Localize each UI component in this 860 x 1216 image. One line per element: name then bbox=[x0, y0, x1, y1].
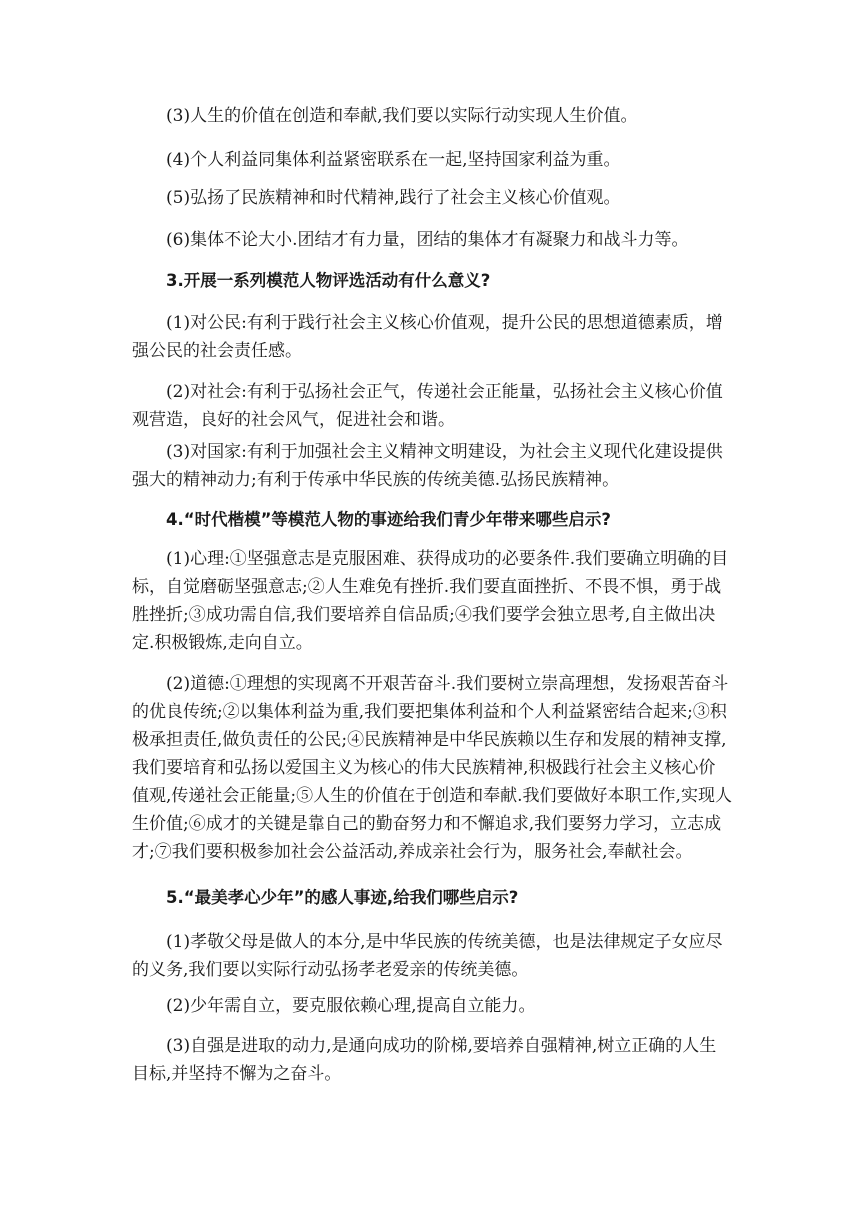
heading-question-3: 3.开展一系列模范人物评选活动有什么意义? bbox=[166, 271, 491, 290]
paragraph-society-significance: (2)对社会:有利于弘扬社会正气，传递社会正能量，弘扬社会主义核心价值观营造，良好的社会风气，促进社会和谐。 bbox=[132, 382, 723, 430]
paragraph-self-reliance: (2)少年需自立，要克服依赖心理,提高自立能力。 bbox=[166, 996, 536, 1016]
paragraph-morality: (2)道德:①理想的实现离不开艰苦奋斗.我们要树立崇高理想，发扬艰苦奋斗的优良传统;②以集体利益为重,我们要把集体利益和个人利益紧密结合起来;③积极承担责任,做负责任的公民;④民族精神是中华民族赖以生存和发展的精神支撑,我们要培育和弘扬以爱国主义为核心的伟大民族精神,积极践行社会主义核心价值观,传递社会正能量;⑤人生的价值在于创造和奉献.我们要做好本职工作,实现人生价值;⑥成才的关键是靠自己的勤奋努力和不懈追求,我们要努力学习，立志成才;⑦我们要积极参加社会公益活动,养成亲社会行为，服务社会,奉献社会。 bbox=[132, 674, 732, 862]
paragraph-4-personal-collective-interest: (4)个人利益同集体利益紧密联系在一起,坚持国家利益为重。 bbox=[166, 150, 621, 170]
paragraph-filial-piety: (1)孝敬父母是做人的本分,是中华民族的传统美德，也是法律规定子女应尽的义务,我们要以实际行动弘扬孝老爱亲的传统美德。 bbox=[132, 932, 723, 980]
paragraph-country-significance: (3)对国家:有利于加强社会主义精神文明建设，为社会主义现代化建设提供强大的精神动力;有利于传承中华民族的传统美德.弘扬民族精神。 bbox=[132, 442, 723, 490]
paragraph-3-value-of-life: (3)人生的价值在创造和奉献,我们要以实际行动实现人生价值。 bbox=[166, 106, 638, 126]
paragraph-self-improvement: (3)自强是进取的动力,是通向成功的阶梯,要培养自强精神,树立正确的人生目标,并坚持不懈为之奋斗。 bbox=[132, 1036, 717, 1084]
paragraph-5-national-spirit: (5)弘扬了民族精神和时代精神,践行了社会主义核心价值观。 bbox=[166, 188, 621, 208]
paragraph-citizen-significance: (1)对公民:有利于践行社会主义核心价值观，提升公民的思想道德素质，增强公民的社会责任感。 bbox=[132, 313, 723, 361]
heading-question-4: 4.“时代楷模”等模范人物的事迹给我们青少年带来哪些启示? bbox=[166, 510, 612, 529]
paragraph-psychology: (1)心理:①坚强意志是克服困难、获得成功的必要条件.我们要确立明确的目标，自觉磨砺坚强意志;②人生难免有挫折.我们要直面挫折、不畏不惧，勇于战胜挫折;③成功需自信,我们要培养自信品质;④我们要学会独立思考,自主做出决定.积极锻炼,走向自立。 bbox=[132, 549, 729, 653]
paragraph-6-collective-unity: (6)集体不论大小.团结才有力量，团结的集体才有凝聚力和战斗力等。 bbox=[166, 230, 689, 250]
heading-question-5: 5.“最美孝心少年”的感人事迹,给我们哪些启示? bbox=[166, 888, 519, 907]
